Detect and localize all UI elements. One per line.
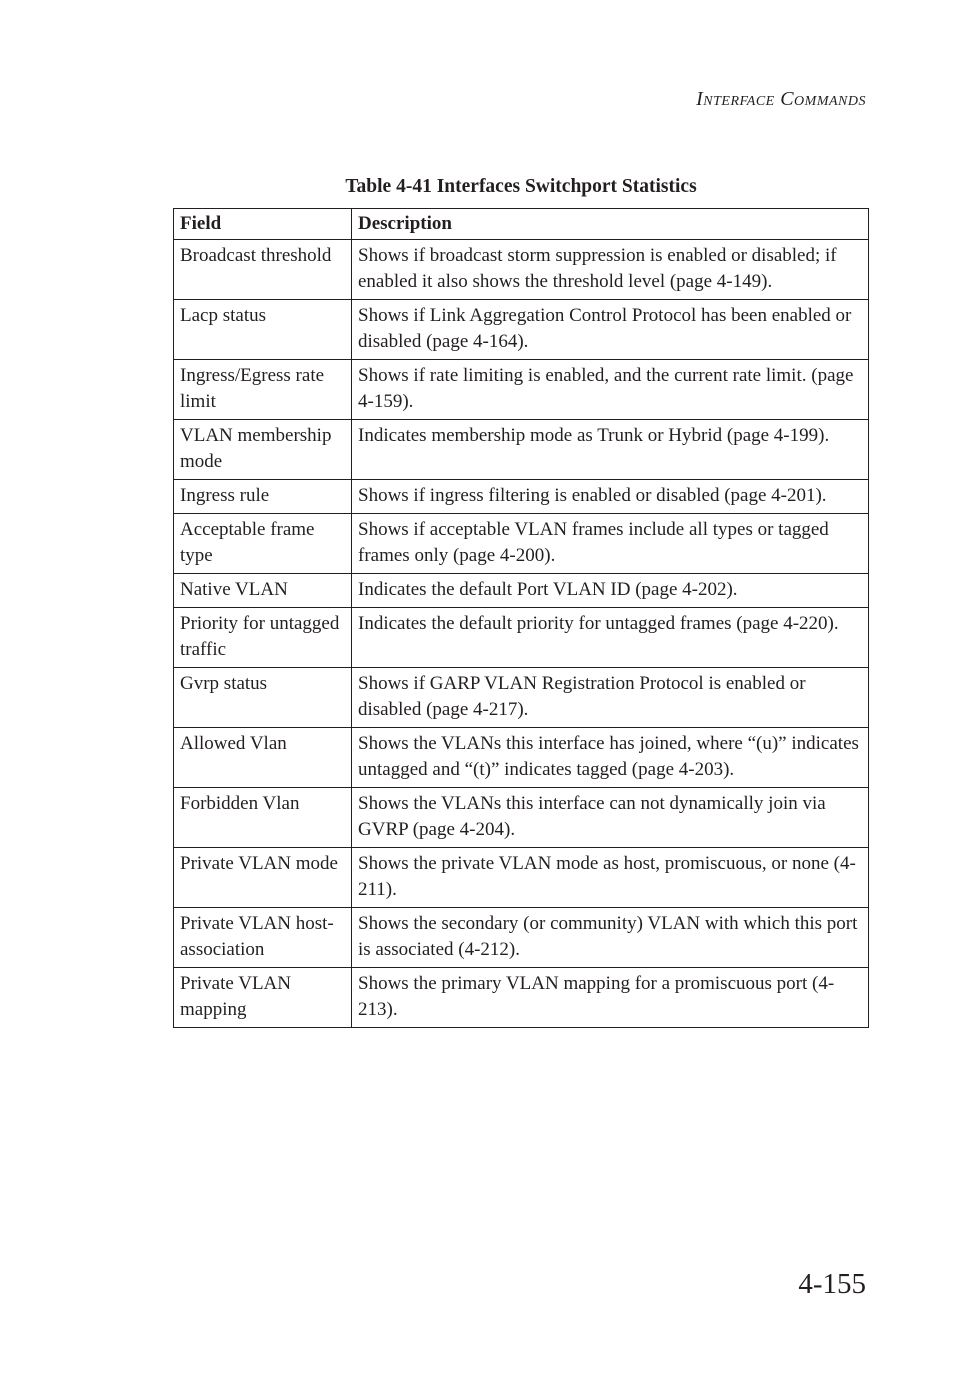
table-row xyxy=(174,514,869,574)
table-header-row xyxy=(174,209,869,240)
table-caption: Table 4-41 Interfaces Switchport Statistics xyxy=(345,176,697,197)
column-header-field: Field xyxy=(174,209,352,240)
column-header-description: Description xyxy=(352,209,869,240)
description-cell: Shows the secondary (or community) VLAN with which this port is associated (4-212). xyxy=(352,908,869,968)
field-cell: Broadcast threshold xyxy=(174,240,352,300)
description-cell: Indicates the default Port VLAN ID (page 4-202). xyxy=(352,574,869,608)
description-cell: Shows if broadcast storm suppression is enabled or disabled; if enabled it also shows the threshold level (page 4-149). xyxy=(352,240,869,300)
field-cell: Lacp status xyxy=(174,300,352,360)
field-cell: Acceptable frame type xyxy=(174,514,352,574)
field-cell: VLAN membership mode xyxy=(174,420,352,480)
field-cell: Ingress rule xyxy=(174,480,352,514)
switchport-statistics-table xyxy=(173,208,869,1028)
field-cell: Allowed Vlan xyxy=(174,728,352,788)
field-cell: Priority for untagged traffic xyxy=(174,608,352,668)
field-cell: Native VLAN xyxy=(174,574,352,608)
table-row xyxy=(174,668,869,728)
table-row xyxy=(174,300,869,360)
description-cell: Shows the VLANs this interface has joined, where “(u)” indicates untagged and “(t)” indicates tagged (page 4-203). xyxy=(352,728,869,788)
description-cell: Shows the private VLAN mode as host, promiscuous, or none (4-211). xyxy=(352,848,869,908)
field-cell: Private VLAN mode xyxy=(174,848,352,908)
field-cell: Ingress/Egress rate limit xyxy=(174,360,352,420)
table-row xyxy=(174,420,869,480)
description-cell: Indicates membership mode as Trunk or Hybrid (page 4-199). xyxy=(352,420,869,480)
table-row xyxy=(174,360,869,420)
table-row xyxy=(174,848,869,908)
table-row xyxy=(174,788,869,848)
description-cell: Shows the VLANs this interface can not dynamically join via GVRP (page 4-204). xyxy=(352,788,869,848)
table-row xyxy=(174,968,869,1028)
field-cell: Private VLAN mapping xyxy=(174,968,352,1028)
description-cell: Shows the primary VLAN mapping for a promiscuous port (4-213). xyxy=(352,968,869,1028)
page-number: 4-155 xyxy=(798,1268,866,1300)
field-cell: Private VLAN host-association xyxy=(174,908,352,968)
table-row xyxy=(174,728,869,788)
description-cell: Shows if Link Aggregation Control Protocol has been enabled or disabled (page 4-164). xyxy=(352,300,869,360)
field-cell: Forbidden Vlan xyxy=(174,788,352,848)
table-row xyxy=(174,908,869,968)
field-cell: Gvrp status xyxy=(174,668,352,728)
description-cell: Shows if GARP VLAN Registration Protocol is enabled or disabled (page 4-217). xyxy=(352,668,869,728)
description-cell: Shows if rate limiting is enabled, and the current rate limit. (page 4-159). xyxy=(352,360,869,420)
running-header: Interface Commands xyxy=(696,88,866,110)
table-row xyxy=(174,240,869,300)
description-cell: Shows if acceptable VLAN frames include all types or tagged frames only (page 4-200). xyxy=(352,514,869,574)
table-row xyxy=(174,608,869,668)
description-cell: Indicates the default priority for untagged frames (page 4-220). xyxy=(352,608,869,668)
table-row xyxy=(174,480,869,514)
description-cell: Shows if ingress filtering is enabled or disabled (page 4-201). xyxy=(352,480,869,514)
table-row xyxy=(174,574,869,608)
